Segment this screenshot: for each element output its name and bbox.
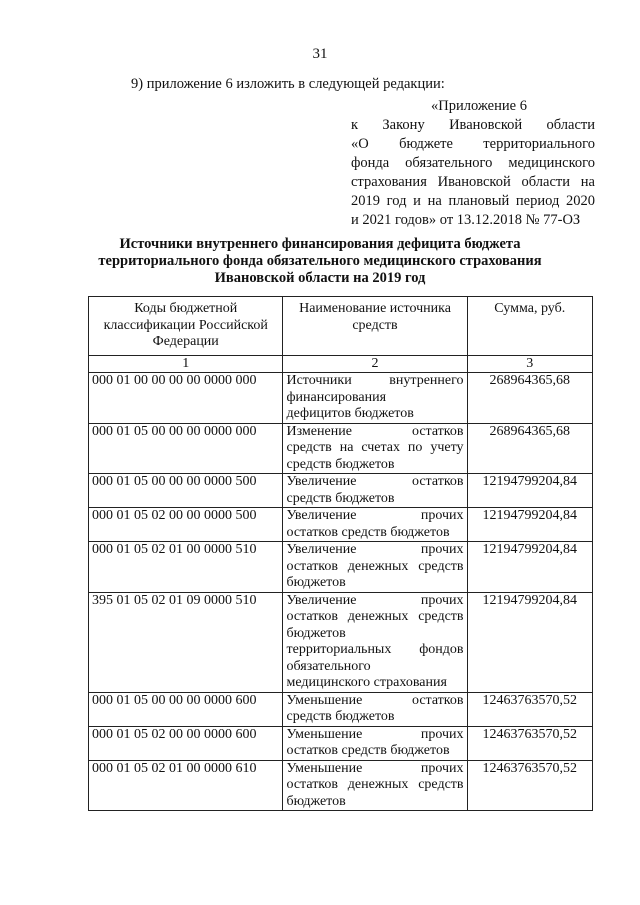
source-name-line: Источники внутреннего xyxy=(286,373,464,388)
source-name-cell xyxy=(283,542,467,593)
amount-cell: 12463763570,52 xyxy=(467,692,592,726)
source-name-line: Уменьшение остатков xyxy=(286,692,464,708)
source-name-line: обязательного xyxy=(286,658,371,674)
table-title-line: Ивановской области на 2019 год xyxy=(214,270,426,286)
table-row xyxy=(89,508,593,542)
budget-code-cell: 000 01 05 02 00 00 0000 600 xyxy=(89,726,283,760)
source-name-line: медицинского страхования xyxy=(286,675,447,690)
source-name-line: Уменьшение прочих xyxy=(286,726,464,742)
source-name-line: финансирования xyxy=(286,389,387,405)
appendix-reference xyxy=(351,97,595,230)
source-name-line: остатков денежных средств xyxy=(286,558,464,574)
source-name-cell xyxy=(283,726,467,760)
source-name-cell xyxy=(283,373,467,424)
source-name-line: бюджетов xyxy=(286,793,346,809)
table-title xyxy=(0,236,640,287)
budget-code-cell: 395 01 05 02 01 09 0000 510 xyxy=(89,592,283,692)
column-number: 3 xyxy=(467,355,592,373)
appendix-line: 2019 год и на плановый период 2020 xyxy=(351,193,595,209)
financing-sources-table xyxy=(88,296,593,811)
budget-code-cell: 000 01 05 00 00 00 0000 000 xyxy=(89,423,283,474)
table-header-row xyxy=(89,297,593,356)
table-row xyxy=(89,423,593,474)
budget-code-cell: 000 01 05 02 01 00 0000 610 xyxy=(89,760,283,811)
amount-cell: 12463763570,52 xyxy=(467,726,592,760)
source-name-line: средств на счетах по учету xyxy=(286,440,464,455)
amendment-intro: 9) приложение 6 изложить в следующей редакции: xyxy=(131,76,445,92)
appendix-line: страхования Ивановской области на xyxy=(351,174,595,190)
source-name-cell xyxy=(283,760,467,811)
source-name-cell xyxy=(283,508,467,542)
source-name-line: остатков денежных средств xyxy=(286,777,464,792)
amount-cell: 12194799204,84 xyxy=(467,474,592,508)
table-row xyxy=(89,373,593,424)
amount-cell: 268964365,68 xyxy=(467,373,592,424)
amount-cell: 12194799204,84 xyxy=(467,542,592,593)
column-number-row xyxy=(89,355,593,373)
table-row xyxy=(89,760,593,811)
table-title-line: территориального фонда обязательного медицинского страхования xyxy=(98,253,542,269)
source-name-line: Увеличение прочих xyxy=(286,542,464,557)
header-code: Коды бюджетной классификации Российской Федерации xyxy=(89,297,283,356)
source-name-line: территориальных фондов xyxy=(286,642,464,657)
source-name-line: остатков средств бюджетов xyxy=(286,524,450,540)
page-number: 31 xyxy=(312,46,328,62)
appendix-line: к Закону Ивановской области xyxy=(351,117,595,133)
source-name-line: средств бюджетов xyxy=(286,709,395,724)
source-name-line: средств бюджетов xyxy=(286,456,395,472)
table-row xyxy=(89,692,593,726)
budget-code-cell: 000 01 05 00 00 00 0000 600 xyxy=(89,692,283,726)
source-name-cell xyxy=(283,692,467,726)
header-name: Наименование источника средств xyxy=(283,297,467,356)
appendix-title: «Приложение 6 xyxy=(431,98,527,114)
appendix-line: «О бюджете территориального xyxy=(351,136,595,152)
amount-cell: 12194799204,84 xyxy=(467,592,592,692)
table-title-line: Источники внутреннего финансирования дефицита бюджета xyxy=(119,236,521,252)
column-number: 2 xyxy=(283,355,467,373)
header-sum: Сумма, руб. xyxy=(467,297,592,356)
table-row xyxy=(89,726,593,760)
budget-code-cell: 000 01 00 00 00 00 0000 000 xyxy=(89,373,283,424)
budget-code-cell: 000 01 05 00 00 00 0000 500 xyxy=(89,474,283,508)
source-name-line: Увеличение прочих xyxy=(286,592,464,608)
appendix-line: и 2021 годов» от 13.12.2018 № 77-ОЗ xyxy=(351,212,581,228)
source-name-line: бюджетов xyxy=(286,575,346,590)
amount-cell: 268964365,68 xyxy=(467,423,592,474)
appendix-line: фонда обязательного медицинского xyxy=(351,155,595,171)
source-name-line: средств бюджетов xyxy=(286,490,395,506)
source-name-line: Увеличение прочих xyxy=(286,508,464,523)
budget-code-cell: 000 01 05 02 00 00 0000 500 xyxy=(89,508,283,542)
table-row xyxy=(89,542,593,593)
source-name-line: дефицитов бюджетов xyxy=(286,406,414,421)
budget-code-cell: 000 01 05 02 01 00 0000 510 xyxy=(89,542,283,593)
source-name-line: остатков денежных средств xyxy=(286,609,464,624)
source-name-cell xyxy=(283,592,467,692)
source-name-cell xyxy=(283,423,467,474)
table-row xyxy=(89,474,593,508)
amount-cell: 12463763570,52 xyxy=(467,760,592,811)
source-name-cell xyxy=(283,474,467,508)
source-name-line: Изменение остатков xyxy=(286,423,464,439)
source-name-line: Уменьшение прочих xyxy=(286,760,464,776)
table-row xyxy=(89,592,593,692)
column-number: 1 xyxy=(89,355,283,373)
source-name-line: Увеличение остатков xyxy=(286,474,464,489)
source-name-line: бюджетов xyxy=(286,625,346,641)
amount-cell: 12194799204,84 xyxy=(467,508,592,542)
source-name-line: остатков средств бюджетов xyxy=(286,743,450,758)
